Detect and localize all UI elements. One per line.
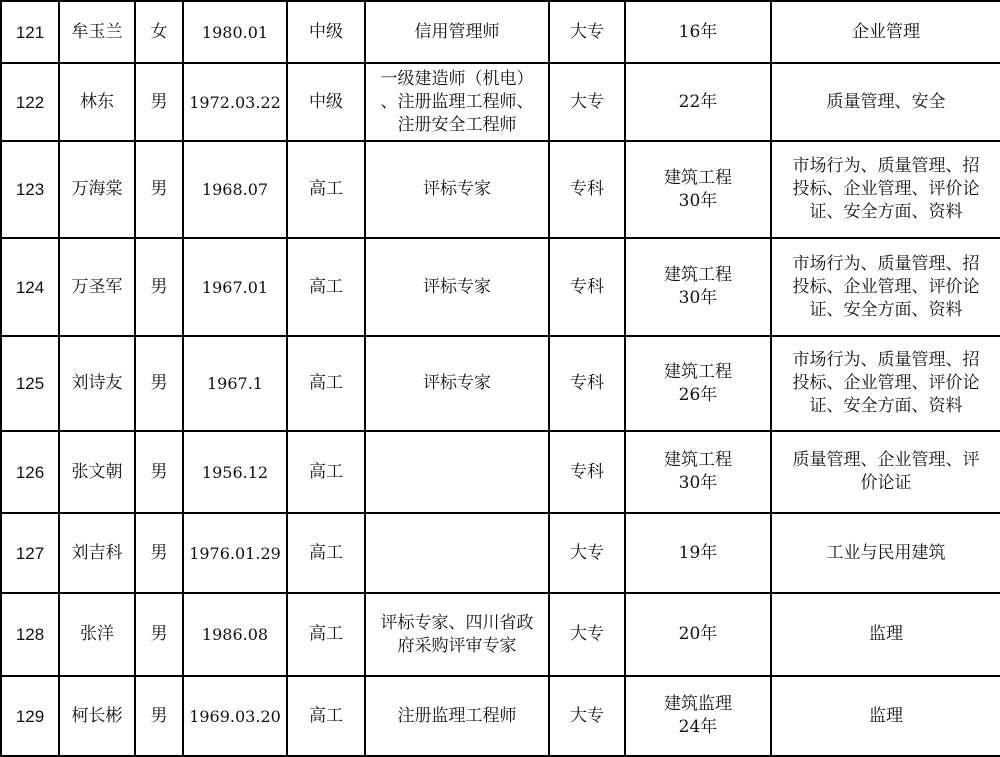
cell-work-years: 16年 [625,1,771,63]
cell-work-years: 建筑工程 30年 [625,141,771,238]
cell-expertise: 工业与民用建筑 [771,513,1000,593]
cell-number: 126 [1,431,59,513]
cell-education: 专科 [549,141,625,238]
cell-gender: 男 [135,238,183,336]
cell-gender: 男 [135,593,183,676]
cell-number: 122 [1,63,59,141]
cell-name: 万圣军 [59,238,135,336]
cell-qualification: 评标专家、四川省政 府采购评审专家 [365,593,549,676]
cell-birth-date: 1972.03.22 [183,63,287,141]
cell-number: 125 [1,336,59,431]
cell-birth-date: 1967.01 [183,238,287,336]
cell-gender: 男 [135,676,183,756]
cell-expertise: 企业管理 [771,1,1000,63]
table-row [1,593,1000,676]
cell-work-years: 建筑工程 30年 [625,431,771,513]
cell-qualification [365,431,549,513]
cell-education: 大专 [549,1,625,63]
cell-qualification [365,513,549,593]
cell-professional-title: 高工 [287,513,365,593]
cell-qualification: 注册监理工程师 [365,676,549,756]
cell-qualification: 评标专家 [365,141,549,238]
cell-number: 127 [1,513,59,593]
cell-professional-title: 高工 [287,593,365,676]
cell-name: 柯长彬 [59,676,135,756]
cell-name: 刘吉科 [59,513,135,593]
cell-number: 128 [1,593,59,676]
table-row [1,431,1000,513]
cell-expertise: 监理 [771,676,1000,756]
cell-education: 专科 [549,336,625,431]
cell-gender: 男 [135,431,183,513]
cell-education: 大专 [549,676,625,756]
cell-number: 123 [1,141,59,238]
cell-birth-date: 1986.08 [183,593,287,676]
cell-gender: 男 [135,513,183,593]
cell-qualification: 一级建造师（机电） 、注册监理工程师、 注册安全工程师 [365,63,549,141]
cell-work-years: 建筑监理 24年 [625,676,771,756]
cell-work-years: 19年 [625,513,771,593]
cell-education: 大专 [549,63,625,141]
cell-professional-title: 高工 [287,141,365,238]
cell-professional-title: 高工 [287,676,365,756]
cell-number: 121 [1,1,59,63]
cell-expertise: 监理 [771,593,1000,676]
cell-birth-date: 1980.01 [183,1,287,63]
cell-qualification: 评标专家 [365,238,549,336]
cell-name: 林东 [59,63,135,141]
cell-birth-date: 1956.12 [183,431,287,513]
cell-expertise: 质量管理、企业管理、评 价论证 [771,431,1000,513]
cell-expertise: 市场行为、质量管理、招 投标、企业管理、评价论 证、安全方面、资料 [771,141,1000,238]
cell-number: 124 [1,238,59,336]
cell-gender: 女 [135,1,183,63]
cell-professional-title: 高工 [287,238,365,336]
cell-education: 专科 [549,431,625,513]
cell-qualification: 评标专家 [365,336,549,431]
table-row [1,238,1000,336]
cell-gender: 男 [135,63,183,141]
cell-work-years: 20年 [625,593,771,676]
table-row [1,63,1000,141]
cell-work-years: 建筑工程 26年 [625,336,771,431]
cell-work-years: 22年 [625,63,771,141]
cell-expertise: 质量管理、安全 [771,63,1000,141]
cell-birth-date: 1967.1 [183,336,287,431]
cell-gender: 男 [135,336,183,431]
cell-professional-title: 高工 [287,431,365,513]
cell-education: 大专 [549,593,625,676]
cell-education: 大专 [549,513,625,593]
cell-expertise: 市场行为、质量管理、招 投标、企业管理、评价论 证、安全方面、资料 [771,238,1000,336]
cell-professional-title: 高工 [287,336,365,431]
cell-number: 129 [1,676,59,756]
cell-name: 张洋 [59,593,135,676]
cell-professional-title: 中级 [287,1,365,63]
cell-birth-date: 1969.03.20 [183,676,287,756]
table-row [1,1,1000,63]
cell-name: 万海棠 [59,141,135,238]
table-row [1,676,1000,756]
table-row [1,141,1000,238]
cell-name: 牟玉兰 [59,1,135,63]
cell-name: 刘诗友 [59,336,135,431]
cell-gender: 男 [135,141,183,238]
cell-birth-date: 1968.07 [183,141,287,238]
cell-qualification: 信用管理师 [365,1,549,63]
table-row [1,513,1000,593]
cell-expertise: 市场行为、质量管理、招 投标、企业管理、评价论 证、安全方面、资料 [771,336,1000,431]
table-row [1,336,1000,431]
cell-education: 专科 [549,238,625,336]
cell-work-years: 建筑工程 30年 [625,238,771,336]
cell-professional-title: 中级 [287,63,365,141]
cell-birth-date: 1976.01.29 [183,513,287,593]
cell-name: 张文朝 [59,431,135,513]
